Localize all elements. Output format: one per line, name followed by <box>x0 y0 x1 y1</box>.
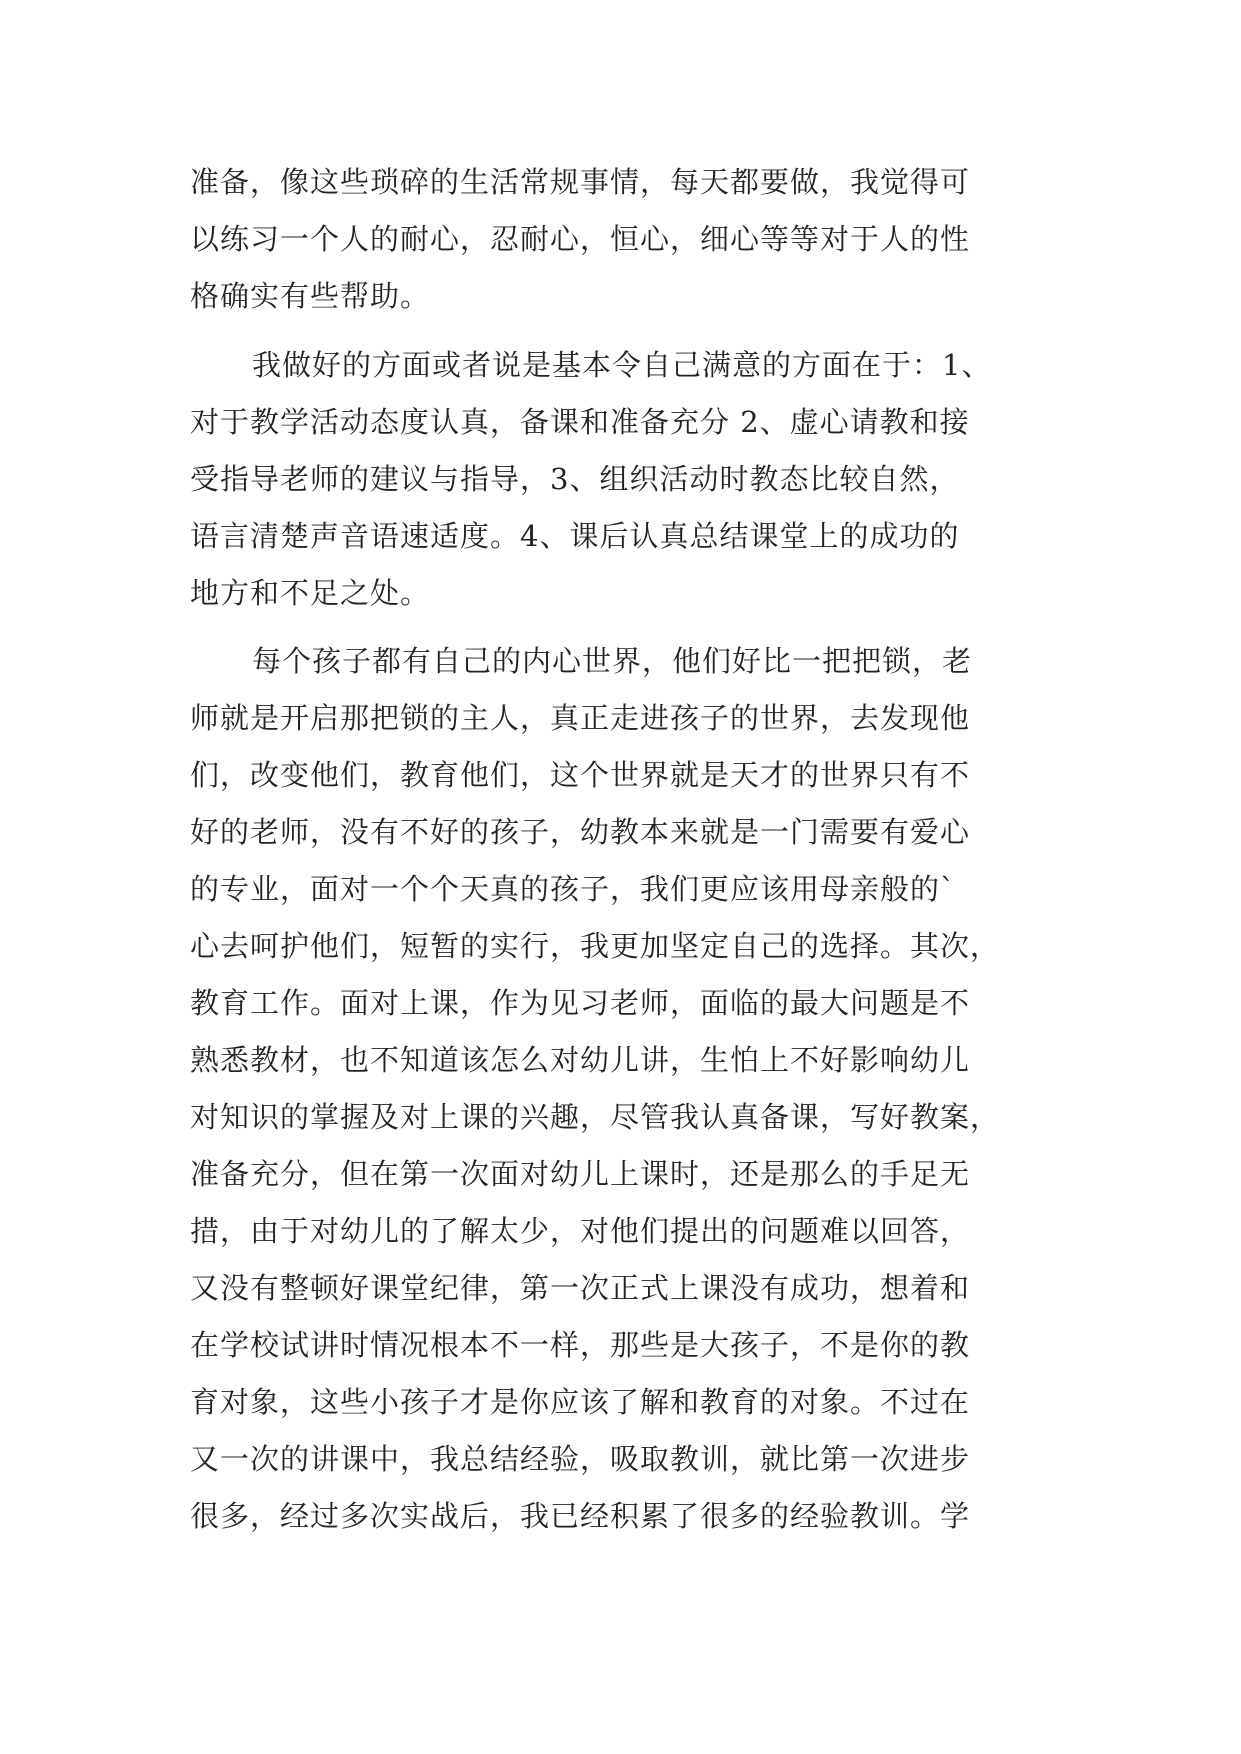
text-line: 又没有整顿好课堂纪律，第一次正式上课没有成功，想着和 <box>190 1271 971 1305</box>
text-line: 准备充分，但在第一次面对幼儿上课时，还是那么的手足无 <box>190 1157 971 1191</box>
paragraph-start-line: 我做好的方面或者说是基本令自己满意的方面在于：1、 <box>252 348 992 382</box>
text-line: 熟悉教材，也不知道该怎么对幼儿讲，生怕上不好影响幼儿 <box>190 1043 971 1077</box>
text-line: 的专业，面对一个个天真的孩子，我们更应该用母亲般的` <box>190 872 956 906</box>
text-line: 以练习一个人的耐心，忍耐心，恒心，细心等等对于人的性 <box>190 222 971 256</box>
text-line: 对于教学活动态度认真，备课和准备充分 2、虚心请教和接 <box>190 405 970 439</box>
text-line: 措，由于对幼儿的了解太少，对他们提出的问题难以回答， <box>190 1214 971 1248</box>
text-line: 师就是开启那把锁的主人，真正走进孩子的世界，去发现他 <box>190 701 971 735</box>
text-line: 又一次的讲课中，我总结经验，吸取教训，就比第一次进步 <box>190 1442 971 1476</box>
text-line: 受指导老师的建议与指导，3、组织活动时教态比较自然， <box>190 462 960 496</box>
paragraph-start-line: 每个孩子都有自己的内心世界，他们好比一把把锁，老 <box>252 644 973 678</box>
text-line: 格确实有些帮助。 <box>190 279 431 313</box>
text-line: 很多，经过多次实战后，我已经积累了很多的经验教训。学 <box>190 1499 971 1533</box>
text-line: 们，改变他们，教育他们，这个世界就是天才的世界只有不 <box>190 758 971 792</box>
text-line: 对知识的掌握及对上课的兴趣，尽管我认真备课，写好教案， <box>190 1100 1001 1134</box>
text-line: 在学校试讲时情况根本不一样，那些是大孩子，不是你的教 <box>190 1328 971 1362</box>
text-line: 育对象，这些小孩子才是你应该了解和教育的对象。不过在 <box>190 1385 971 1419</box>
text-line: 准备，像这些琐碎的生活常规事情，每天都要做，我觉得可 <box>190 165 971 199</box>
text-line: 语言清楚声音语速适度。4、课后认真总结课堂上的成功的 <box>190 519 960 553</box>
text-line: 心去呵护他们，短暂的实行，我更加坚定自己的选择。其次， <box>190 929 1001 963</box>
text-line: 教育工作。面对上课，作为见习老师，面临的最大问题是不 <box>190 986 971 1020</box>
text-line: 好的老师，没有不好的孩子，幼教本来就是一门需要有爱心 <box>190 815 971 849</box>
text-line: 地方和不足之处。 <box>190 576 431 610</box>
